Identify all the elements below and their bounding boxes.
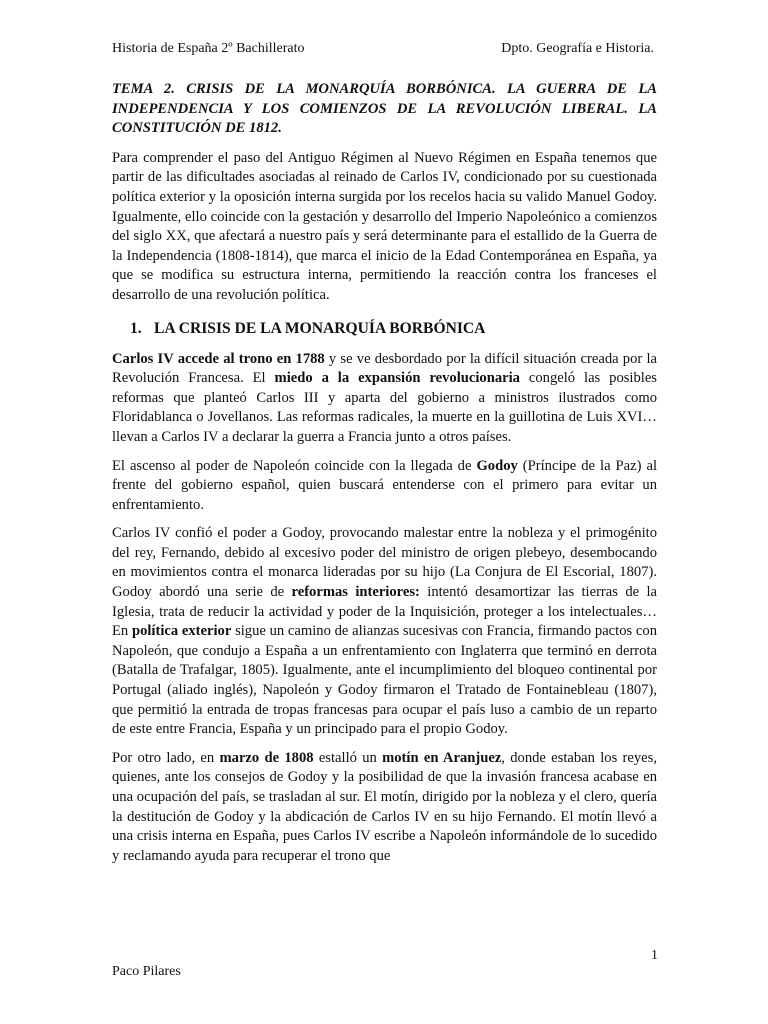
section-number: 1.	[130, 319, 142, 337]
text: sigue un camino de alianzas sucesivas con Francia, firmando pactos con Napoleón, que condujo a España a un enfrentamiento con Inglaterra que terminó en derrota (Batalla de Trafalgar, 1805). Igualmente, ante el incumplimiento del bloqueo continental por Portugal (aliado inglés), Napoleón y Godoy firmaron el Tratado de Fontainebleau (1807), que permitió la entrada de tropas francesas para ocupar el país luso a cambio de un reparto de este entre Francia, España y un principado para el propio Godoy.	[112, 623, 657, 738]
bold-text: motín en Aranjuez	[382, 749, 502, 766]
text: , donde estaban los reyes, quienes, ante los consejos de Godoy y la posibilidad de que la invasión francesa acabase en una ocupación del país, se trasladan al sur. El motín, dirigido por la nobleza y el clero, quería la destitución de Godoy y la abdicación de Carlos IV en su hijo Fernando. El motín llevó a una crisis interna en España, pues Carlos IV escribe a Napoleón informándole de lo sucedido y reclamando ayuda para recuperar el trono que	[112, 749, 657, 864]
section-heading	[130, 319, 657, 339]
text: Carlos IV confió el poder a Godoy, provocando malestar entre la nobleza y el primogénito del rey, Fernando, debido al excesivo poder del ministro de origen plebeyo, desembocando en movimientos contra el monarca lideradas por su hijo (La Conjura de El Escorial, 1807). Godoy abordó una serie de	[112, 525, 657, 601]
paragraph-1	[112, 350, 657, 448]
text: (Príncipe de la Paz) al frente del gobierno español, quien buscará entenderse con el primero para evitar un enfrentamiento.	[112, 457, 657, 513]
page-number: 1	[651, 948, 658, 963]
bold-text: Godoy	[476, 457, 518, 474]
text: Por otro lado, en	[112, 749, 220, 766]
bold-text: reformas interiores:	[291, 584, 420, 601]
bold-text: marzo de 1808	[219, 749, 314, 766]
header-department: Dpto. Geografía e Historia.	[501, 41, 654, 56]
paragraph-2	[112, 457, 657, 516]
text: intentó desamortizar las tierras de la Iglesia, trata de reducir la actividad y poder de la Inquisición, proteger a los intelectuales… En	[112, 584, 657, 640]
paragraph-3	[112, 524, 657, 740]
page-author: Paco Pilares	[112, 964, 181, 979]
intro-paragraph: Para comprender el paso del Antiguo Régimen al Nuevo Régimen en España tenemos que partir de las dificultades asociadas al reinado de Carlos IV, condicionado por su cuestionada política exterior y la oposición interna surgida por los recelos hacia su valido Manuel Godoy. Igualmente, ello coincide con la gestación y desarrollo del Imperio Napoleónico a comienzos del siglo XX, que afectará a nuestro país y será determinante para el estallido de la Guerra de la Independencia (1808-1814), que marca el inicio de la Edad Contemporánea en España, ya que se modifica su estructura interna, permitiendo la reacción contra los franceses el desarrollo de una revolución política.	[112, 149, 657, 303]
text: estalló un	[313, 749, 383, 766]
text: El ascenso al poder de Napoleón coincide con la llegada de	[112, 457, 477, 474]
bold-text: política exterior	[131, 623, 232, 640]
section-title: LA CRISIS DE LA MONARQUÍA BORBÓNICA	[154, 319, 486, 337]
document-body	[112, 80, 657, 875]
text: y se ve desbordado por la difícil situación creada por la Revolución Francesa. El	[112, 350, 657, 387]
header-course: Historia de España 2º Bachillerato	[112, 41, 305, 56]
page-header	[112, 41, 656, 57]
bold-text: miedo a la expansión revolucionaria	[274, 370, 520, 387]
text: congeló las posibles reformas que planteó Carlos III y aparta del gobierno a ministros ilustrados como Floridablanca o Jovellanos. Las reformas radicales, la muerte en la guillotina de Luis XVI… llevan a Carlos IV a declarar la guerra a Francia junto a otros países.	[112, 370, 657, 445]
bold-text: Carlos IV accede al trono en 1788	[112, 350, 325, 367]
document-title: TEMA 2. CRISIS DE LA MONARQUÍA BORBÓNICA. LA GUERRA DE LA INDEPENDENCIA Y LOS COMIENZOS DE LA REVOLUCIÓN LIBERAL. LA CONSTITUCIÓN DE 1812.	[112, 81, 657, 137]
paragraph-4	[112, 749, 657, 867]
